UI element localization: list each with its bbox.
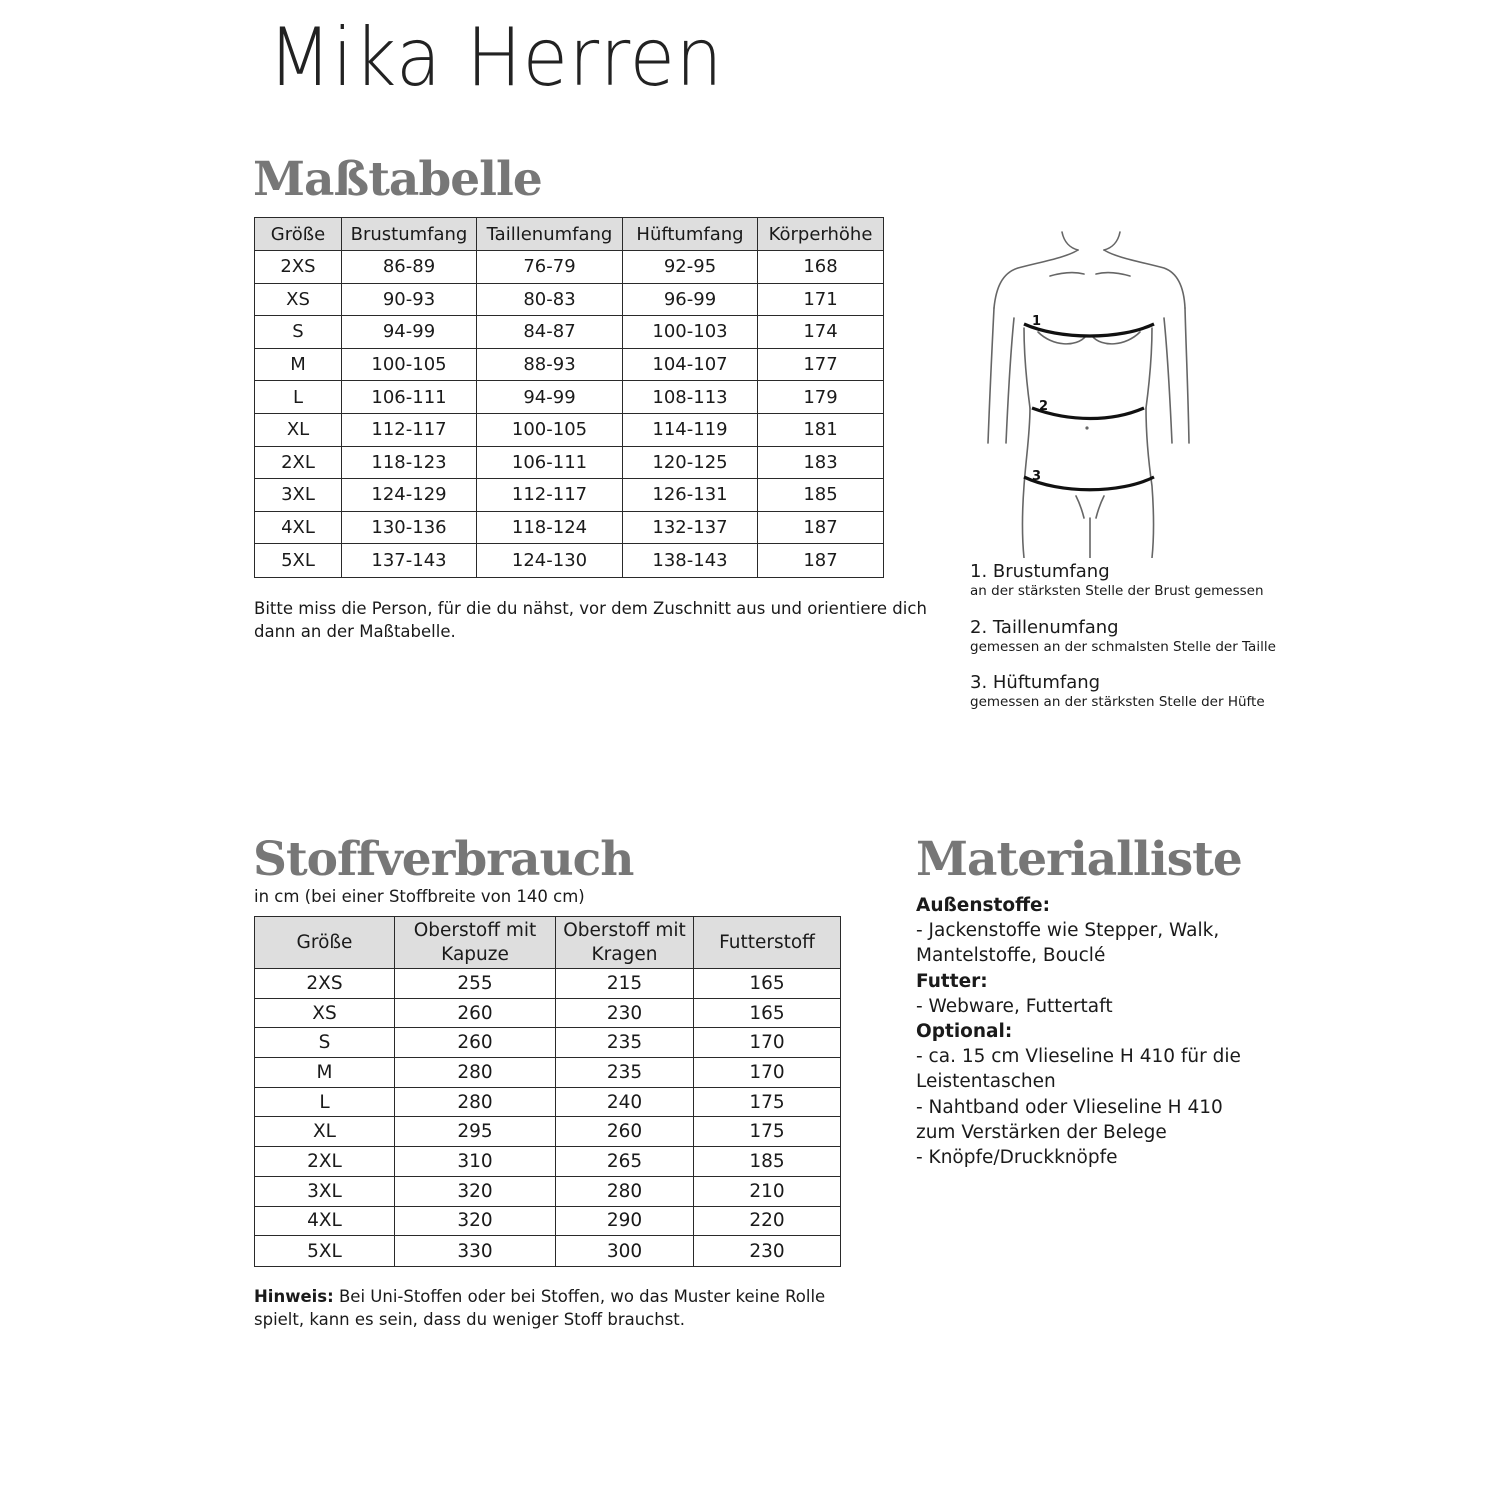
table-cell: 181: [758, 413, 884, 446]
table-cell: 260: [395, 998, 556, 1028]
material-list: [916, 893, 1246, 1170]
fabric-usage-table: [254, 916, 841, 1267]
legend-item-hip: [970, 672, 1265, 710]
column-header: Körperhöhe: [758, 218, 884, 251]
table-cell: 114-119: [623, 413, 758, 446]
column-header-line: Größe: [296, 931, 353, 953]
column-header-line: Oberstoff mit: [563, 919, 686, 941]
table-cell: 215: [556, 969, 694, 999]
legend-subtitle: gemessen an der schmalsten Stelle der Taille: [970, 639, 1276, 655]
size-chart-note-line: Bitte miss die Person, für die du nähst, vor dem Zuschnitt aus und orientiere dich: [254, 599, 927, 618]
column-header-line: Kapuze: [441, 943, 509, 965]
bust-measurement-line: [1024, 324, 1154, 336]
column-header: [694, 917, 841, 969]
table-cell: 220: [694, 1206, 841, 1236]
material-category: Außenstoffe:: [916, 895, 1051, 916]
figure-label-2: 2: [1039, 399, 1049, 414]
table-cell: 168: [758, 251, 884, 284]
table-cell: XL: [255, 1117, 395, 1147]
table-cell: 165: [694, 998, 841, 1028]
table-cell: M: [255, 1058, 395, 1088]
table-cell: 183: [758, 446, 884, 479]
table-cell: 235: [556, 1028, 694, 1058]
table-cell: 120-125: [623, 446, 758, 479]
table-row: [255, 1058, 841, 1088]
column-header: Taillenumfang: [477, 218, 623, 251]
size-chart-header-row: [255, 218, 884, 251]
table-cell: 3XL: [255, 479, 342, 512]
table-cell: 5XL: [255, 1236, 395, 1267]
size-chart-table: [254, 217, 884, 578]
column-header-line: Futterstoff: [719, 931, 815, 953]
table-cell: S: [255, 316, 342, 349]
material-list-heading: Materialliste: [916, 832, 1242, 887]
table-cell: 118-123: [342, 446, 477, 479]
waist-measurement-line: [1032, 408, 1144, 419]
table-cell: 165: [694, 969, 841, 999]
table-cell: 100-103: [623, 316, 758, 349]
table-row: [255, 1147, 841, 1177]
table-cell: 80-83: [477, 283, 623, 316]
table-cell: 240: [556, 1087, 694, 1117]
table-cell: 310: [395, 1147, 556, 1177]
table-cell: 230: [556, 998, 694, 1028]
table-cell: 94-99: [342, 316, 477, 349]
material-item: - Jackenstoffe wie Stepper, Walk,: [916, 920, 1220, 942]
material-item: - Nahtband oder Vlieseline H 410: [916, 1096, 1223, 1118]
table-cell: 330: [395, 1236, 556, 1267]
table-cell: 179: [758, 381, 884, 414]
table-cell: 84-87: [477, 316, 623, 349]
table-row: [255, 1236, 841, 1267]
column-header-line: Kragen: [591, 943, 658, 965]
hip-measurement-line: [1024, 477, 1154, 490]
table-cell: 265: [556, 1147, 694, 1177]
table-cell: 260: [395, 1028, 556, 1058]
legend-subtitle: an der stärksten Stelle der Brust gemessen: [970, 583, 1264, 599]
size-chart-heading: Maßtabelle: [253, 152, 542, 207]
table-row: [255, 479, 884, 512]
column-header: Hüftumfang: [623, 218, 758, 251]
table-cell: XS: [255, 998, 395, 1028]
material-item: - ca. 15 cm Vlieseline H 410 für die: [916, 1046, 1241, 1068]
material-category: Futter:: [916, 970, 988, 992]
fabric-usage-hint: [254, 1285, 825, 1331]
table-cell: 106-111: [342, 381, 477, 414]
figure-label-3: 3: [1032, 469, 1042, 484]
body-measurement-figure: [980, 228, 1200, 558]
table-cell: 4XL: [255, 511, 342, 544]
legend-subtitle: gemessen an der stärksten Stelle der Hüfte: [970, 694, 1265, 710]
table-cell: 170: [694, 1028, 841, 1058]
table-cell: 106-111: [477, 446, 623, 479]
table-cell: 230: [694, 1236, 841, 1267]
table-cell: 90-93: [342, 283, 477, 316]
table-row: [255, 1176, 841, 1206]
column-header: [556, 917, 694, 969]
material-item: Mantelstoffe, Bouclé: [916, 945, 1106, 967]
page-title: Mika Herren: [268, 11, 724, 104]
size-chart-note-line: dann an der Maßtabelle.: [254, 622, 456, 641]
table-cell: 132-137: [623, 511, 758, 544]
table-cell: 255: [395, 969, 556, 999]
table-cell: 320: [395, 1206, 556, 1236]
table-cell: 290: [556, 1206, 694, 1236]
size-chart-note: [254, 597, 927, 643]
table-cell: 175: [694, 1117, 841, 1147]
table-cell: 130-136: [342, 511, 477, 544]
material-category: Optional:: [916, 1021, 1013, 1043]
table-cell: 320: [395, 1176, 556, 1206]
table-cell: 126-131: [623, 479, 758, 512]
table-cell: 300: [556, 1236, 694, 1267]
legend-item-bust: [970, 561, 1264, 599]
table-cell: 124-130: [477, 544, 623, 578]
table-cell: 5XL: [255, 544, 342, 578]
table-row: [255, 1087, 841, 1117]
table-cell: 210: [694, 1176, 841, 1206]
table-cell: 185: [758, 479, 884, 512]
table-cell: 187: [758, 511, 884, 544]
legend-item-waist: [970, 617, 1276, 655]
column-header-line: Oberstoff mit: [413, 919, 537, 941]
table-row: [255, 998, 841, 1028]
table-row: [255, 969, 841, 999]
hint-text: spielt, kann es sein, dass du weniger Stoff brauchst.: [254, 1310, 686, 1329]
table-cell: 2XL: [255, 446, 342, 479]
table-cell: 280: [556, 1176, 694, 1206]
table-cell: 124-129: [342, 479, 477, 512]
table-cell: L: [255, 381, 342, 414]
fabric-usage-header-row: [255, 917, 841, 969]
table-cell: XL: [255, 413, 342, 446]
table-row: [255, 348, 884, 381]
table-row: [255, 251, 884, 284]
figure-label-1: 1: [1032, 314, 1042, 329]
table-row: [255, 446, 884, 479]
table-cell: 235: [556, 1058, 694, 1088]
table-cell: 88-93: [477, 348, 623, 381]
table-cell: 187: [758, 544, 884, 578]
table-cell: 137-143: [342, 544, 477, 578]
table-cell: 4XL: [255, 1206, 395, 1236]
table-cell: 175: [694, 1087, 841, 1117]
hint-label: Hinweis:: [254, 1287, 334, 1306]
table-cell: 92-95: [623, 251, 758, 284]
table-cell: 280: [395, 1087, 556, 1117]
table-cell: 108-113: [623, 381, 758, 414]
table-cell: 3XL: [255, 1176, 395, 1206]
legend-title: 2. Taillenumfang: [970, 617, 1119, 638]
table-row: [255, 413, 884, 446]
table-cell: 177: [758, 348, 884, 381]
column-header: [395, 917, 556, 969]
table-cell: 86-89: [342, 251, 477, 284]
material-item: Leistentaschen: [916, 1071, 1056, 1093]
table-cell: 118-124: [477, 511, 623, 544]
table-cell: 295: [395, 1117, 556, 1147]
table-cell: 112-117: [342, 413, 477, 446]
table-cell: 171: [758, 283, 884, 316]
fabric-usage-subheading: in cm (bei einer Stoffbreite von 140 cm): [254, 887, 585, 906]
table-row: [255, 511, 884, 544]
table-cell: 104-107: [623, 348, 758, 381]
table-row: [255, 316, 884, 349]
table-cell: 96-99: [623, 283, 758, 316]
material-item: - Knöpfe/Druckknöpfe: [916, 1147, 1118, 1169]
table-cell: 76-79: [477, 251, 623, 284]
table-row: [255, 1206, 841, 1236]
column-header: [255, 917, 395, 969]
table-cell: 170: [694, 1058, 841, 1088]
table-cell: 94-99: [477, 381, 623, 414]
table-cell: M: [255, 348, 342, 381]
table-cell: L: [255, 1087, 395, 1117]
material-item: zum Verstärken der Belege: [916, 1121, 1167, 1143]
table-row: [255, 544, 884, 578]
table-row: [255, 1117, 841, 1147]
fabric-usage-heading: Stoffverbrauch: [253, 832, 634, 887]
column-header: Brustumfang: [342, 218, 477, 251]
hint-text: Bei Uni-Stoffen oder bei Stoffen, wo das Muster keine Rolle: [333, 1287, 826, 1306]
table-cell: 185: [694, 1147, 841, 1177]
table-cell: 138-143: [623, 544, 758, 578]
legend-title: 3. Hüftumfang: [970, 672, 1101, 693]
table-row: [255, 283, 884, 316]
table-cell: 2XS: [255, 969, 395, 999]
table-cell: 100-105: [477, 413, 623, 446]
table-row: [255, 381, 884, 414]
table-cell: 280: [395, 1058, 556, 1088]
table-cell: XS: [255, 283, 342, 316]
table-cell: 112-117: [477, 479, 623, 512]
table-cell: 2XS: [255, 251, 342, 284]
legend-title: 1. Brustumfang: [970, 561, 1110, 582]
table-row: [255, 1028, 841, 1058]
table-cell: 260: [556, 1117, 694, 1147]
table-cell: 2XL: [255, 1147, 395, 1177]
table-cell: S: [255, 1028, 395, 1058]
material-item: - Webware, Futtertaft: [916, 995, 1113, 1017]
table-cell: 174: [758, 316, 884, 349]
column-header: Größe: [255, 218, 342, 251]
table-cell: 100-105: [342, 348, 477, 381]
